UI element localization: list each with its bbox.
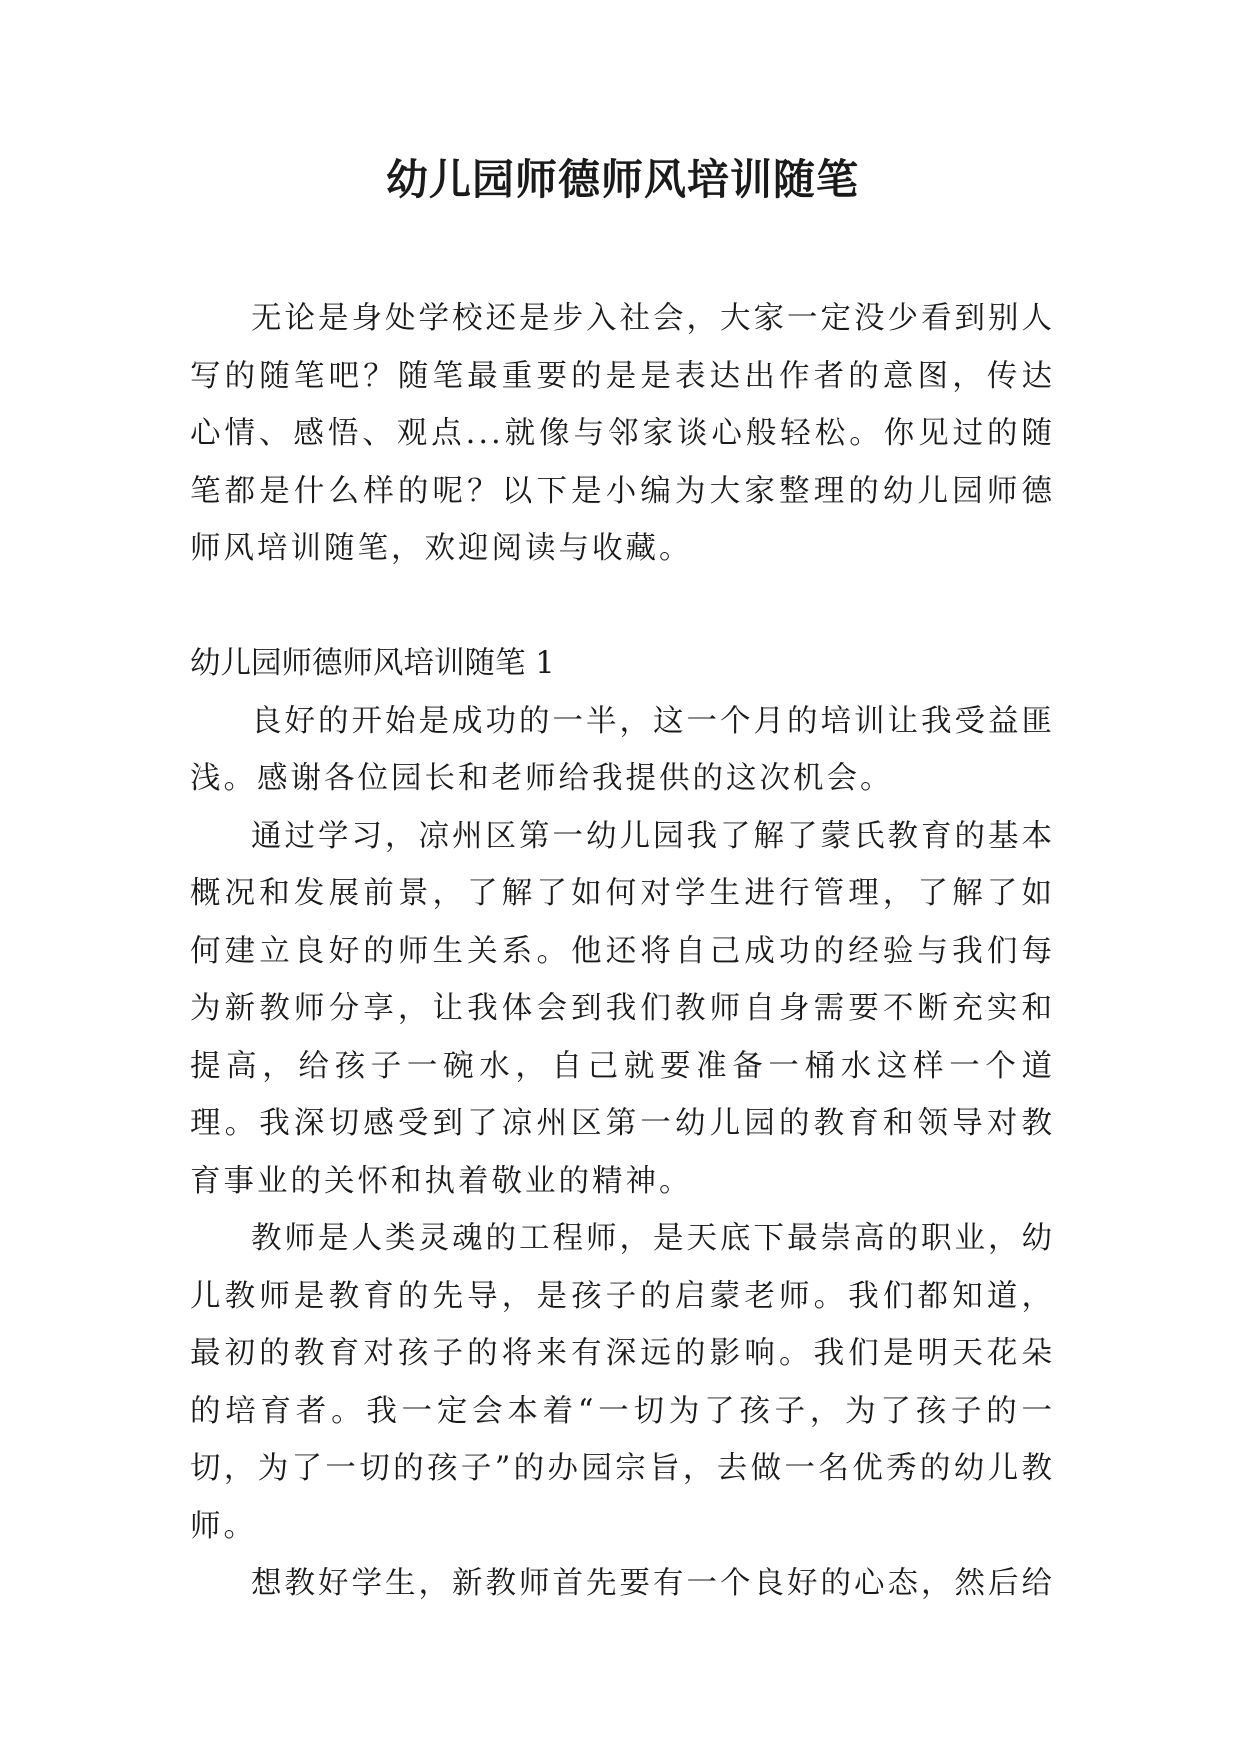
body-paragraph: 教师是人类灵魂的工程师，是天底下最崇高的职业，幼儿教师是教育的先导，是孩子的启蒙老师。我们都知道，最初的教育对孩子的将来有深远的影响。我们是明天花朵的培育者。我一定会本着“一切为了孩子，为了孩子的一切，为了一切的孩子”的办园宗旨，去做一名优秀的幼儿教师。 [190, 1221, 1055, 1544]
document-title: 幼儿园师德师风培训随笔 [385, 155, 859, 204]
body-paragraph: 通过学习，凉州区第一幼儿园我了解了蒙氏教育的基本概况和发展前景，了解了如何对学生进行管理，了解了如何建立良好的师生关系。他还将自己成功的经验与我们每为新教师分享，让我体会到我们教师自身需要不断充实和提高，给孩子一碗水，自己就要准备一桶水这样一个道理。我深切感受到了凉州区第一幼儿园的教育和领导对教育事业的关怀和执着敬业的精神。 [190, 818, 1055, 1199]
section-heading: 幼儿园师德师风培训随笔 1 [190, 646, 555, 681]
document-page [190, 0, 1055, 1754]
body-paragraph: 想教好学生，新教师首先要有一个良好的心态，然后给 [251, 1566, 1055, 1601]
body-paragraph: 良好的开始是成功的一半，这一个月的培训让我受益匪浅。感谢各位园长和老师给我提供的这次机会。 [190, 703, 1055, 796]
intro-paragraph: 无论是身处学校还是步入社会，大家一定没少看到别人写的随笔吧？随笔最重要的是是表达出作者的意图，传达心情、感悟、观点...就像与邻家谈心般轻松。你见过的随笔都是什么样的呢？以下是小编为大家整理的幼儿园师德师风培训随笔，欢迎阅读与收藏。 [190, 301, 1055, 566]
document-body [190, 290, 1055, 1613]
